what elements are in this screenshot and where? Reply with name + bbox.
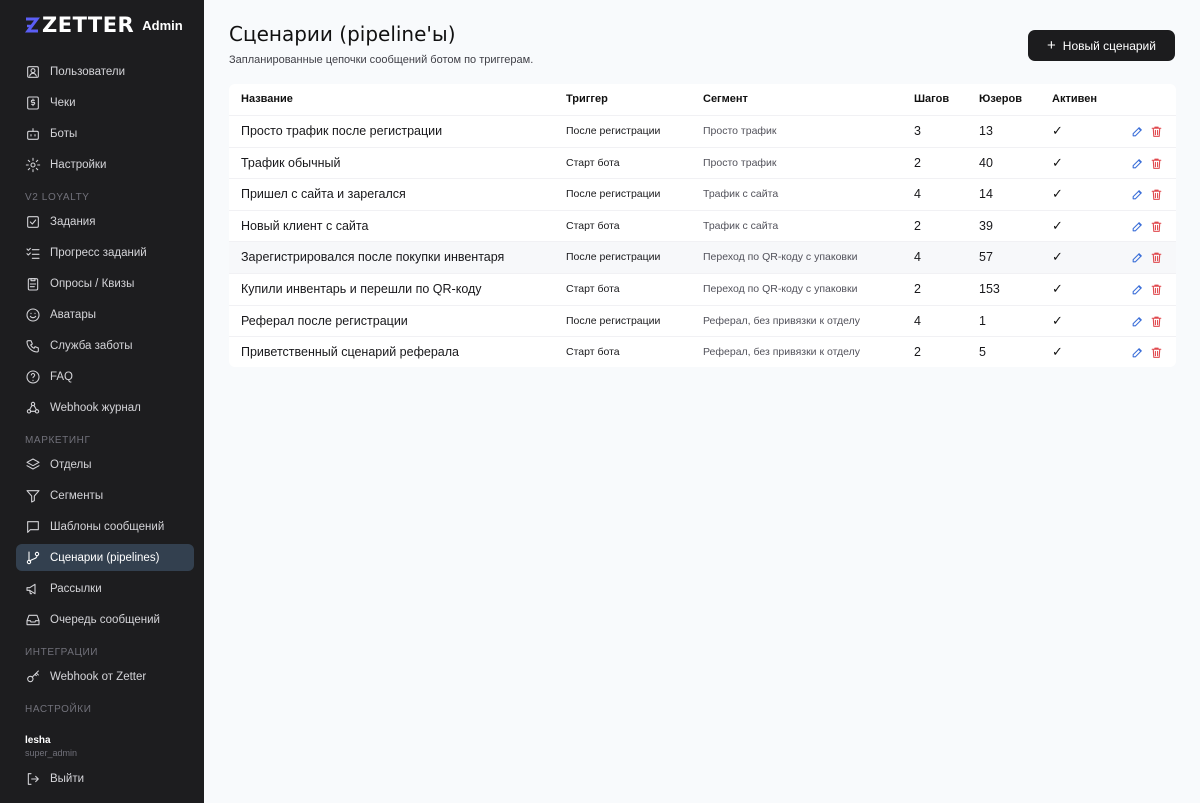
- zetter-logo-mark-icon: [24, 17, 40, 33]
- sidebar-item-bots[interactable]: [16, 120, 194, 147]
- table-row[interactable]: [229, 336, 1176, 368]
- bot-icon: [24, 125, 41, 142]
- sidebar-item-mailings[interactable]: [16, 575, 194, 602]
- section-label-marketing: МАРКЕТИНГ: [25, 435, 91, 446]
- main-content: [204, 0, 1200, 803]
- column-header-active[interactable]: Активен: [1052, 93, 1097, 105]
- checkbox-icon: [24, 213, 41, 230]
- pipeline-trigger: Старт бота: [566, 156, 620, 169]
- table-row[interactable]: [229, 147, 1176, 179]
- help-circle-icon: [24, 368, 41, 385]
- pipeline-steps: 2: [914, 345, 921, 360]
- smile-icon: [24, 306, 41, 323]
- sidebar-item-settings[interactable]: [16, 151, 194, 178]
- active-check-icon: ✓: [1052, 186, 1063, 202]
- row-actions: [1131, 346, 1163, 359]
- pipeline-name[interactable]: Трафик обычный: [241, 155, 341, 170]
- receipt-icon: [24, 94, 41, 111]
- current-user-role: super_admin: [25, 748, 78, 758]
- column-header-segment[interactable]: Сегмент: [703, 93, 748, 105]
- sidebar: [0, 0, 204, 803]
- clipboard-icon: [24, 275, 41, 292]
- table-row[interactable]: [229, 115, 1176, 147]
- sidebar-item-label: Задания: [50, 215, 96, 228]
- pipeline-name[interactable]: Зарегистрировался после покупки инвентаря: [241, 250, 505, 265]
- pipeline-trigger: После регистрации: [566, 251, 661, 264]
- pipeline-segment: Трафик с сайта: [703, 188, 779, 201]
- section-label-integrations: ИНТЕГРАЦИИ: [25, 647, 99, 658]
- delete-icon[interactable]: [1150, 283, 1163, 296]
- delete-icon[interactable]: [1150, 220, 1163, 233]
- pipeline-trigger: После регистрации: [566, 125, 661, 137]
- pipeline-trigger: После регистрации: [566, 314, 661, 327]
- message-square-icon: [24, 518, 41, 535]
- pipeline-steps: 4: [914, 313, 921, 328]
- phone-icon: [24, 337, 41, 354]
- logout-button[interactable]: [16, 765, 194, 792]
- brand-suffix: Admin: [142, 17, 183, 33]
- pipeline-steps: 2: [914, 155, 921, 170]
- megaphone-icon: [24, 580, 41, 597]
- table-row[interactable]: [229, 305, 1176, 337]
- row-actions: [1131, 220, 1163, 233]
- pipeline-steps: 3: [914, 124, 921, 138]
- row-actions: [1131, 125, 1163, 138]
- pipeline-name[interactable]: Реферал после регистрации: [241, 313, 408, 328]
- sidebar-item-tasks[interactable]: [16, 208, 194, 235]
- sidebar-item-support[interactable]: [16, 332, 194, 359]
- page-subtitle: Запланированные цепочки сообщений ботом по триггерам.: [229, 54, 534, 66]
- table-row[interactable]: [229, 210, 1176, 242]
- pipeline-users: 5: [979, 345, 986, 360]
- key-icon: [24, 668, 41, 685]
- pipeline-name[interactable]: Новый клиент с сайта: [241, 218, 369, 233]
- delete-icon[interactable]: [1150, 188, 1163, 201]
- active-check-icon: ✓: [1052, 154, 1063, 170]
- pipeline-users: 153: [979, 282, 1000, 296]
- pipeline-users: 1: [979, 313, 986, 328]
- sidebar-item-task-progress[interactable]: [16, 239, 194, 266]
- sidebar-item-label: Сценарии (pipelines): [50, 551, 160, 564]
- pipeline-steps: 2: [914, 218, 921, 233]
- new-pipeline-button[interactable]: [1028, 30, 1175, 61]
- sidebar-item-label: Сегменты: [50, 489, 104, 502]
- row-actions: [1131, 188, 1163, 201]
- delete-icon[interactable]: [1150, 125, 1163, 138]
- pipeline-users: 39: [979, 218, 993, 233]
- sidebar-item-segments[interactable]: [16, 482, 194, 509]
- pipeline-steps: 2: [914, 282, 921, 296]
- pipeline-users: 57: [979, 250, 993, 265]
- column-header-steps[interactable]: Шагов: [914, 93, 950, 105]
- brand-name: ZETTER: [42, 13, 135, 37]
- edit-icon[interactable]: [1131, 346, 1144, 359]
- active-check-icon: ✓: [1052, 312, 1063, 328]
- gear-icon: [24, 156, 41, 173]
- sidebar-item-label: Отделы: [50, 458, 92, 471]
- active-check-icon: ✓: [1052, 344, 1063, 360]
- table-header: [229, 84, 1176, 115]
- filter-icon: [24, 487, 41, 504]
- pipeline-segment: Реферал, без привязки к отделу: [703, 314, 861, 327]
- plus-icon: +: [1047, 37, 1056, 54]
- inbox-icon: [24, 611, 41, 628]
- pipeline-segment: Просто трафик: [703, 156, 777, 169]
- sidebar-item-label: Аватары: [50, 308, 96, 321]
- pipeline-name[interactable]: Просто трафик после регистрации: [241, 124, 443, 138]
- pipeline-name[interactable]: Купили инвентарь и перешли по QR-коду: [241, 282, 482, 296]
- pipeline-segment: Просто трафик: [703, 125, 777, 137]
- logout-label: Выйти: [50, 772, 85, 785]
- edit-icon[interactable]: [1131, 220, 1144, 233]
- sidebar-item-label: Рассылки: [50, 582, 102, 595]
- sidebar-item-label: Служба заботы: [50, 339, 133, 352]
- pipelines-table: [229, 84, 1176, 367]
- column-header-users[interactable]: Юзеров: [979, 93, 1022, 105]
- sidebar-item-label: Webhook от Zetter: [50, 670, 147, 683]
- sidebar-item-faq[interactable]: [16, 363, 194, 390]
- pipeline-name[interactable]: Пришел с сайта и зарегался: [241, 187, 406, 202]
- column-header-name[interactable]: Название: [241, 93, 293, 105]
- edit-icon[interactable]: [1131, 157, 1144, 170]
- pipeline-segment: Трафик с сайта: [703, 219, 779, 232]
- active-check-icon: ✓: [1052, 249, 1063, 265]
- row-actions: [1131, 283, 1163, 296]
- row-actions: [1131, 157, 1163, 170]
- sidebar-item-label: Боты: [50, 127, 78, 140]
- sidebar-item-webhook-log[interactable]: [16, 394, 194, 421]
- logout-icon: [24, 770, 41, 787]
- sidebar-item-avatars[interactable]: [16, 301, 194, 328]
- sidebar-item-label: Webhook журнал: [50, 401, 141, 414]
- sidebar-item-receipts[interactable]: [16, 89, 194, 116]
- pipeline-trigger: После регистрации: [566, 188, 661, 201]
- brand-logo[interactable]: [24, 14, 183, 36]
- section-label-v2-loyalty: V2 LOYALTY: [25, 192, 90, 203]
- sidebar-item-label: Чеки: [50, 96, 76, 109]
- sidebar-item-zetter-webhook[interactable]: [16, 663, 194, 690]
- pipeline-steps: 4: [914, 250, 921, 265]
- row-actions: [1131, 315, 1163, 328]
- pipeline-segment: Переход по QR-коду с упаковки: [703, 251, 858, 264]
- active-check-icon: ✓: [1052, 123, 1063, 138]
- sidebar-item-label: Прогресс заданий: [50, 246, 147, 259]
- table-row[interactable]: [229, 241, 1176, 273]
- delete-icon[interactable]: [1150, 315, 1163, 328]
- sidebar-item-label: Очередь сообщений: [50, 613, 160, 626]
- sidebar-item-departments[interactable]: [16, 451, 194, 478]
- edit-icon[interactable]: [1131, 283, 1144, 296]
- list-checks-icon: [24, 244, 41, 261]
- active-check-icon: ✓: [1052, 281, 1063, 296]
- sidebar-item-label: Пользователи: [50, 65, 126, 78]
- sidebar-item-label: Опросы / Квизы: [50, 277, 135, 290]
- new-pipeline-button-label: Новый сценарий: [1062, 38, 1156, 53]
- active-check-icon: ✓: [1052, 217, 1063, 233]
- webhook-icon: [24, 399, 41, 416]
- git-branch-icon: [24, 549, 41, 566]
- pipeline-users: 40: [979, 155, 993, 170]
- pipeline-trigger: Старт бота: [566, 346, 620, 359]
- sidebar-item-surveys[interactable]: [16, 270, 194, 297]
- pipeline-trigger: Старт бота: [566, 283, 620, 295]
- sidebar-item-label: FAQ: [50, 370, 74, 383]
- table-row[interactable]: [229, 178, 1176, 210]
- sidebar-item-label: Настройки: [50, 158, 107, 171]
- pipeline-segment: Переход по QR-коду с упаковки: [703, 283, 858, 295]
- pipeline-users: 14: [979, 187, 993, 202]
- page-title: Сценарии (pipeline'ы): [229, 22, 456, 46]
- layers-icon: [24, 456, 41, 473]
- column-header-trigger[interactable]: Триггер: [566, 93, 608, 105]
- delete-icon[interactable]: [1150, 346, 1163, 359]
- pipeline-steps: 4: [914, 187, 921, 202]
- row-actions: [1131, 251, 1163, 264]
- pipeline-users: 13: [979, 124, 993, 138]
- delete-icon[interactable]: [1150, 157, 1163, 170]
- users-icon: [24, 63, 41, 80]
- current-user-name: lesha: [25, 735, 51, 746]
- pipeline-segment: Реферал, без привязки к отделу: [703, 346, 861, 359]
- delete-icon[interactable]: [1150, 251, 1163, 264]
- sidebar-item-message-queue[interactable]: [16, 606, 194, 633]
- table-row[interactable]: [229, 273, 1176, 305]
- sidebar-item-message-templates[interactable]: [16, 513, 194, 540]
- sidebar-item-label: Шаблоны сообщений: [50, 520, 165, 533]
- edit-icon[interactable]: [1131, 315, 1144, 328]
- sidebar-item-pipelines[interactable]: [16, 544, 194, 571]
- edit-icon[interactable]: [1131, 125, 1144, 138]
- edit-icon[interactable]: [1131, 188, 1144, 201]
- section-label-settings: НАСТРОЙКИ: [25, 704, 92, 715]
- pipeline-trigger: Старт бота: [566, 219, 620, 232]
- edit-icon[interactable]: [1131, 251, 1144, 264]
- pipeline-name[interactable]: Приветственный сценарий реферала: [241, 345, 459, 360]
- sidebar-item-users[interactable]: [16, 58, 194, 85]
